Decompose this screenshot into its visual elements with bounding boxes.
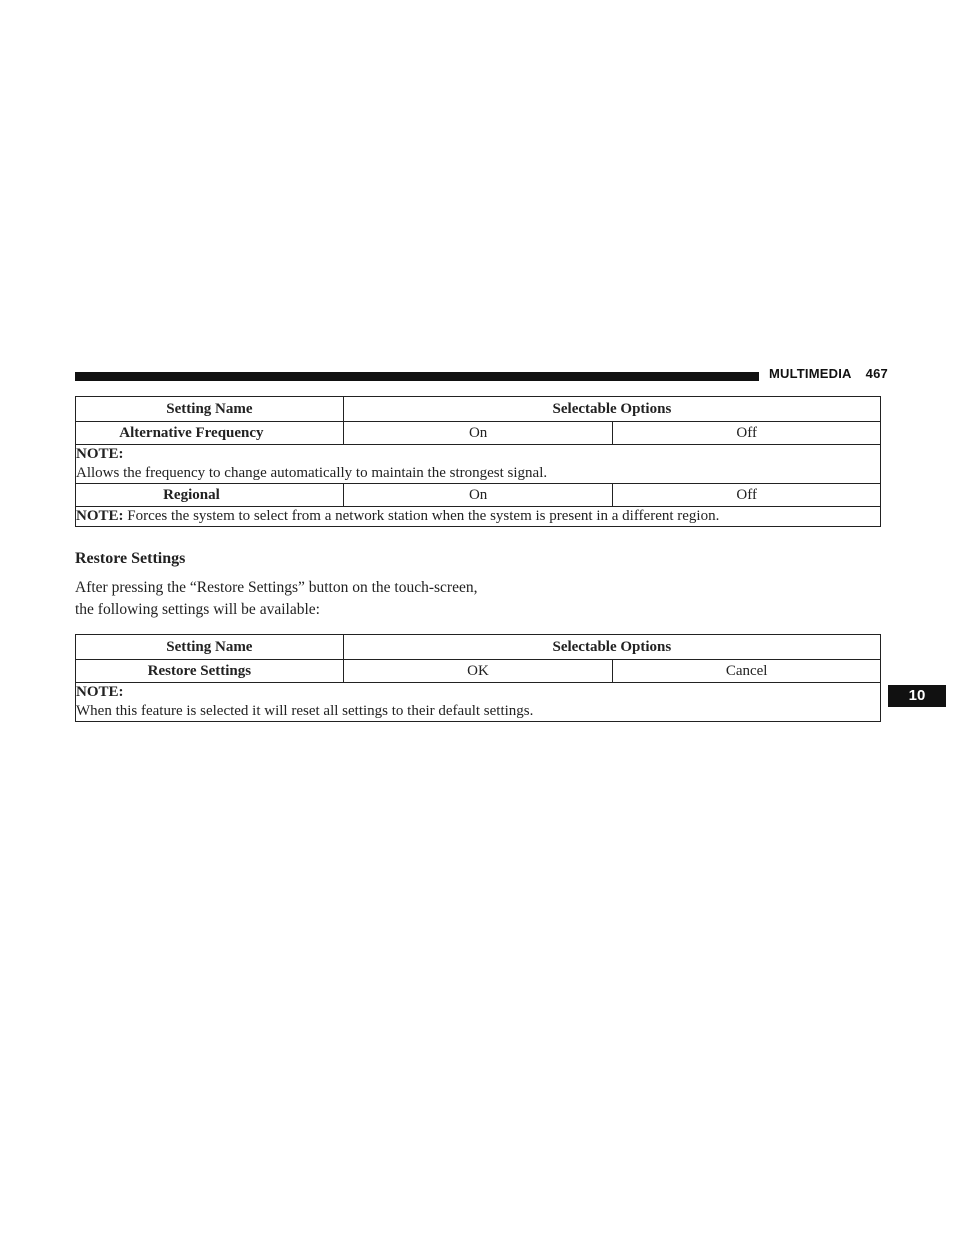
section-paragraph: After pressing the “Restore Settings” button on the touch-screen, the following settings will be available: (75, 579, 478, 618)
alternative-frequency-settings-table (75, 396, 881, 527)
note-text: Forces the system to select from a network station when the system is present in a different region. (127, 508, 720, 524)
column-header-selectable-options: Selectable Options (343, 635, 880, 660)
header-rule (75, 372, 759, 381)
running-header (769, 366, 888, 381)
note-label: NOTE: (76, 684, 124, 700)
note-label: NOTE: (76, 446, 124, 462)
note-text: When this feature is selected it will reset all settings to their default settings. (76, 703, 534, 719)
page-number: 467 (865, 366, 888, 381)
note-text: Allows the frequency to change automatically to maintain the strongest signal. (76, 465, 548, 481)
section-heading: Restore Settings (75, 550, 186, 567)
setting-name: Restore Settings (147, 662, 252, 679)
option-off: Off (613, 484, 881, 507)
setting-name: Regional (163, 486, 220, 503)
table-row (76, 484, 881, 507)
option-ok: OK (343, 660, 613, 683)
table-header-row (76, 635, 881, 660)
setting-name: Alternative Frequency (119, 424, 264, 441)
option-on: On (343, 484, 613, 507)
chapter-tab: 10 (888, 685, 946, 707)
section-title: MULTIMEDIA (769, 366, 852, 381)
table-row (76, 422, 881, 445)
option-cancel: Cancel (613, 660, 881, 683)
table-note-row (76, 683, 881, 722)
column-header-selectable-options: Selectable Options (343, 397, 880, 422)
option-off: Off (613, 422, 881, 445)
table-header-row (76, 397, 881, 422)
column-header-setting-name: Setting Name (76, 397, 344, 422)
option-on: On (343, 422, 613, 445)
note-label: NOTE: (76, 508, 124, 524)
column-header-setting-name: Setting Name (76, 635, 344, 660)
table-note-row (76, 507, 881, 527)
table-note-row (76, 445, 881, 484)
table-row (76, 660, 881, 683)
restore-settings-table (75, 634, 881, 722)
